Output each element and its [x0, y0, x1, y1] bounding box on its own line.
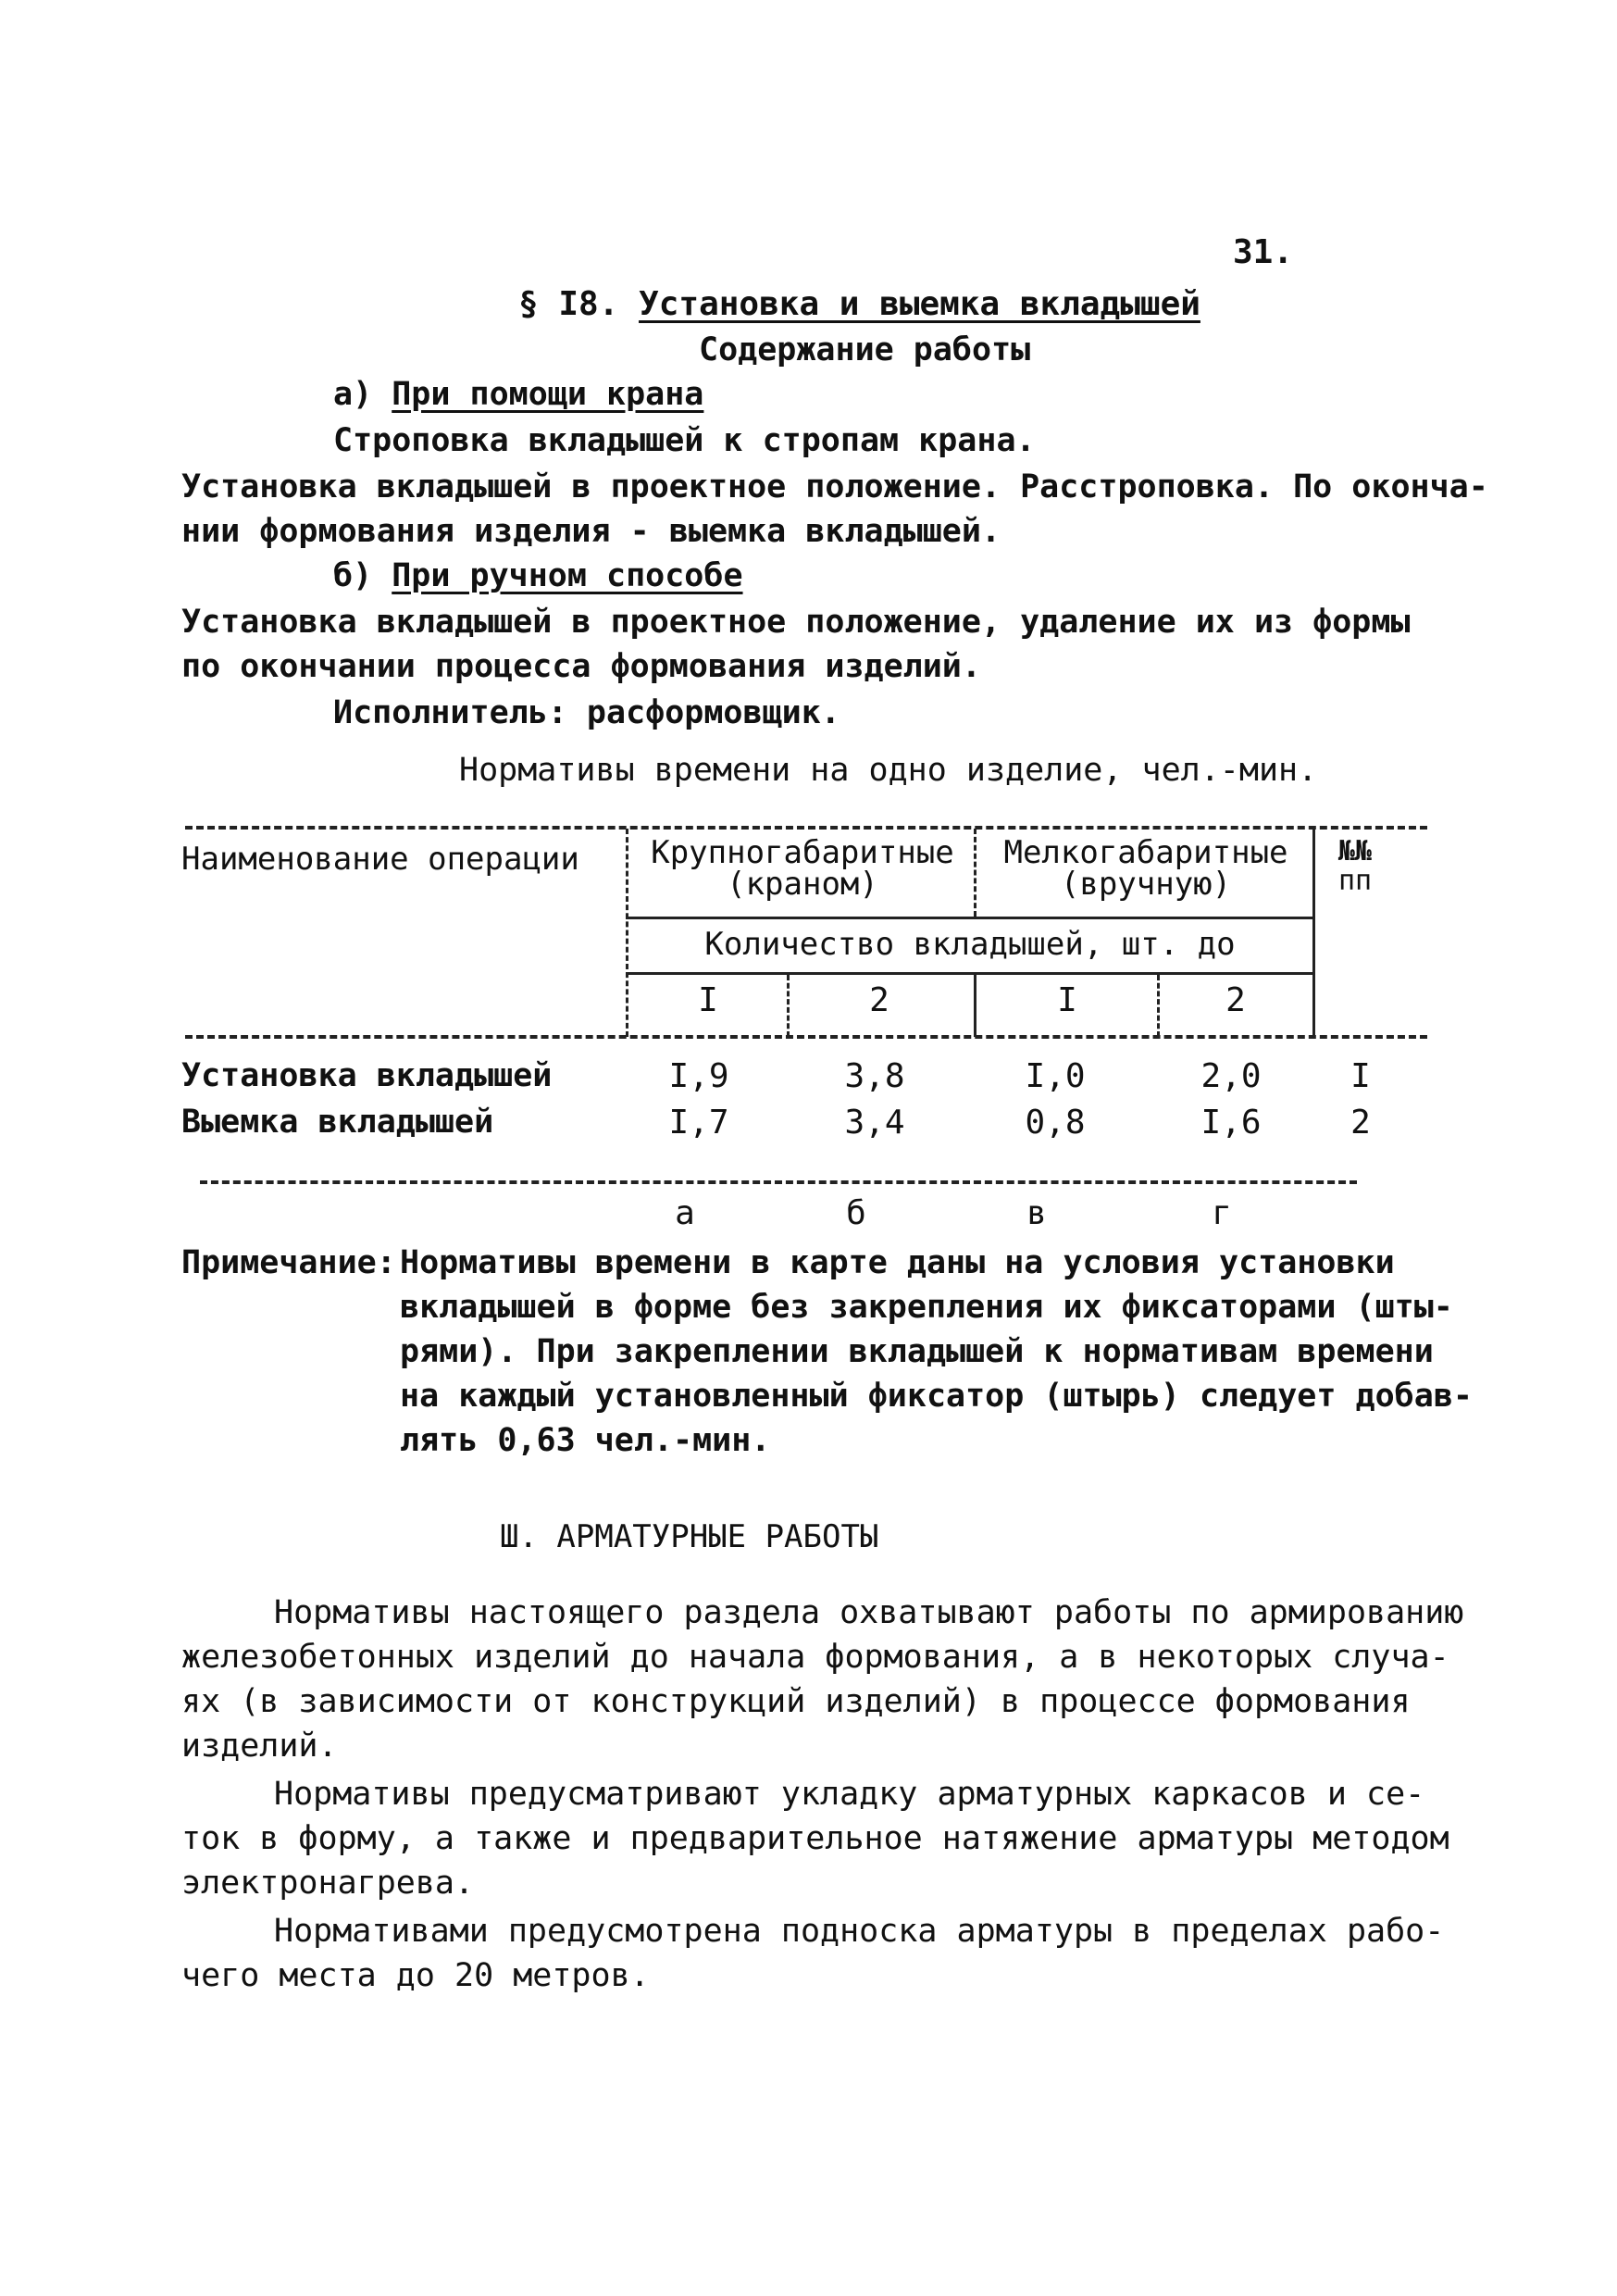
note-line-2: вкладышей в форме без закрепления их фиксаторами (шты- — [400, 1289, 1453, 1326]
group-small-header — [979, 834, 1312, 903]
sub-header-large-1: I — [698, 981, 718, 1019]
col-number-symbol: №№ — [1337, 835, 1373, 867]
group-large-title: Крупногабаритные — [651, 834, 954, 871]
section-title: Установка и выемка вкладышей — [639, 285, 1200, 323]
table-divider-groups — [974, 829, 976, 917]
quantity-header: Количество вкладышей, шт. до — [704, 926, 1236, 963]
executor: Исполнитель: расформовщик. — [333, 694, 840, 731]
note-line-3: рями). При закреплении вкладышей к нормативам времени — [400, 1333, 1434, 1370]
section-mark: § I8. — [518, 285, 619, 323]
part-b-letter: б) — [333, 557, 373, 594]
group-small-subtitle: (вручную) — [1060, 866, 1232, 903]
paragraph-2-line-2: ток в форму, а также и предварительное натяжение арматуры методом — [181, 1820, 1449, 1857]
note-line-5: лять 0,63 чел.-мин. — [400, 1422, 771, 1459]
paragraph-1-line-4: изделий. — [181, 1728, 338, 1765]
table-top-rule — [185, 826, 1427, 830]
part-a-heading — [333, 372, 703, 417]
part-b-line-2: по окончании процесса формования изделий. — [181, 648, 981, 685]
group-large-header — [631, 834, 974, 903]
paragraph-2-line-3: электронагрева. — [181, 1865, 475, 1902]
column-letter-a: а — [675, 1194, 695, 1232]
sub-divider-3 — [1157, 975, 1160, 1037]
part-a-line-1: Строповка вкладышей к стропам крана. — [333, 422, 1036, 459]
row-1-number: I — [1350, 1057, 1371, 1095]
row-2-operation: Выемка вкладышей — [181, 1104, 494, 1141]
column-letter-v: в — [1026, 1194, 1047, 1232]
column-letter-b: б — [846, 1194, 866, 1232]
chapter-title: Ш. АРМАТУРНЫЕ РАБОТЫ — [500, 1518, 879, 1555]
quantity-header-bottom-rule — [626, 972, 1312, 975]
sub-divider-2 — [974, 975, 976, 1037]
table-caption: Нормативы времени на одно изделие, чел.-мин. — [459, 752, 1318, 789]
table-divider-number — [1312, 829, 1315, 1037]
part-a-title: При помощи крана — [392, 376, 704, 413]
col-number-abbr: пп — [1337, 865, 1373, 897]
sub-header-small-2: 2 — [1225, 981, 1246, 1019]
page-number: 31. — [1233, 233, 1294, 271]
sub-divider-1 — [787, 975, 790, 1037]
paragraph-1-line-3: ях (в зависимости от конструкций изделий) в процессе формования — [181, 1683, 1411, 1720]
row-1-value-v: I,0 — [1025, 1057, 1086, 1095]
paragraph-2-line-1: Нормативы предусматривают укладку арматурных каркасов и се- — [274, 1776, 1425, 1813]
column-letter-g: г — [1212, 1194, 1232, 1232]
part-a-letter: а) — [333, 376, 373, 413]
row-2-value-v: 0,8 — [1025, 1104, 1086, 1142]
note-line-4: на каждый установленный фиксатор (штырь) следует добав- — [400, 1378, 1473, 1415]
paragraph-1-line-2: железобетонных изделий до начала формования, а в некоторых случа- — [181, 1639, 1449, 1676]
paragraph-3-line-2: чего места до 20 метров. — [181, 1957, 650, 1994]
table-header-bottom-rule — [185, 1035, 1427, 1039]
sub-header-small-1: I — [1057, 981, 1077, 1019]
section-subtitle: Содержание работы — [699, 331, 1031, 368]
group-small-title: Мелкогабаритные — [1003, 834, 1288, 871]
note-line-1: Нормативы времени в карте даны на условия установки — [400, 1244, 1395, 1281]
row-2-value-b: 3,4 — [844, 1104, 905, 1142]
row-1-value-b: 3,8 — [844, 1057, 905, 1095]
part-b-line-1: Установка вкладышей в проектное положение, удаление их из формы — [181, 604, 1411, 641]
col-operation-header: Наименование операции — [181, 841, 579, 878]
part-a-line-3: нии формования изделия - выемка вкладышей. — [181, 513, 1001, 550]
quantity-header-top-rule — [626, 917, 1312, 919]
row-1-value-g: 2,0 — [1200, 1057, 1262, 1095]
row-1-value-a: I,9 — [668, 1057, 729, 1095]
part-b-title: При ручном способе — [392, 557, 743, 594]
row-2-number: 2 — [1350, 1104, 1371, 1142]
part-a-line-2: Установка вкладышей в проектное положение. Расстроповка. По оконча- — [181, 468, 1488, 505]
paragraph-3-line-1: Нормативами предусмотрена подноска арматуры в пределах рабо- — [274, 1913, 1445, 1950]
paragraph-1-line-1: Нормативы настоящего раздела охватывают работы по армированию — [274, 1594, 1464, 1631]
col-number-header — [1318, 837, 1392, 896]
sub-header-large-2: 2 — [869, 981, 889, 1019]
part-b-heading — [333, 554, 743, 598]
note-label: Примечание: — [181, 1244, 396, 1281]
row-2-value-a: I,7 — [668, 1104, 729, 1142]
table-divider-operation — [626, 829, 628, 1037]
row-2-value-g: I,6 — [1200, 1104, 1262, 1142]
group-large-subtitle: (краном) — [727, 866, 878, 903]
row-1-operation: Установка вкладышей — [181, 1057, 553, 1094]
table-bottom-rule — [200, 1180, 1357, 1184]
section-heading — [518, 285, 1200, 323]
